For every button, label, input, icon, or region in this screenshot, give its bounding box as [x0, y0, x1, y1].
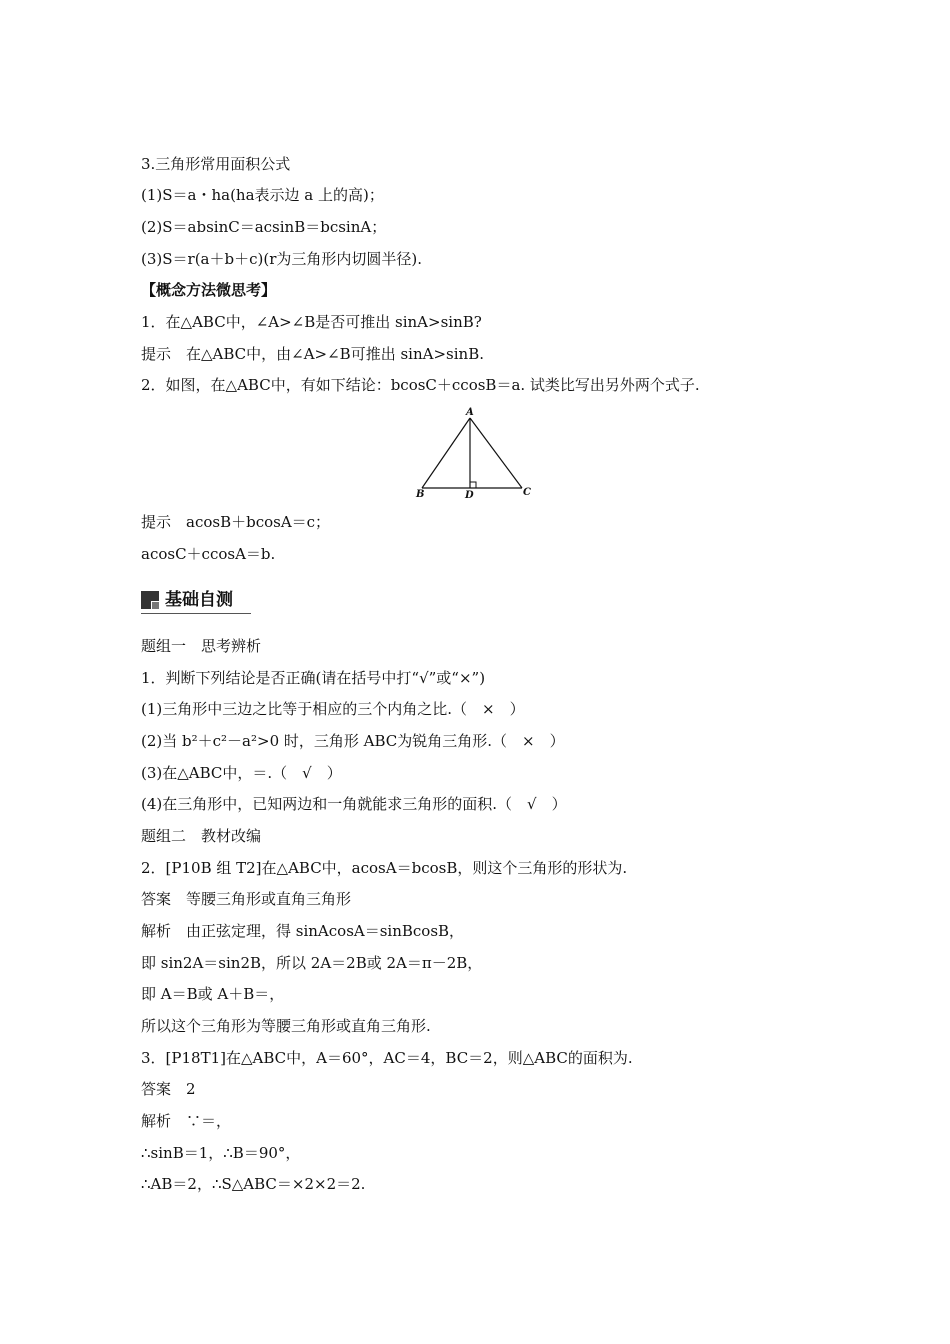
section-title: 基础自测: [165, 590, 233, 610]
foot-label-d: D: [465, 490, 474, 500]
triangle-diagram: [410, 404, 550, 500]
vertex-label-c: C: [523, 487, 531, 498]
hint-1: 提示 在△ABC中，由∠A>∠B可推出 sinA>sinB.: [141, 345, 484, 363]
judge-item-3: (3)在△ABC中，＝.（ √ ）: [141, 764, 342, 782]
judge-item-4: (4)在三角形中，已知两边和一角就能求三角形的面积.（ √ ）: [141, 795, 567, 813]
exercise-2: 2．[P10B 组 T2]在△ABC中，acosA＝bcosB，则这个三角形的形状为.: [141, 859, 628, 877]
hint-2-cont: acosC＋ccosA＝b.: [141, 545, 276, 563]
heading-area-formulas: 3.三角形常用面积公式: [141, 155, 291, 173]
question-2: 2．如图，在△ABC中，有如下结论：bcosC＋ccosB＝a. 试类比写出另外两个式子.: [141, 376, 700, 394]
formula-1: (1)S＝a・ha(ha表示边 a 上的高)；: [141, 186, 384, 204]
hint-2: 提示 acosB＋bcosA＝c；: [141, 513, 331, 531]
side-ab: [422, 418, 470, 488]
exercise-3: 3．[P18T1]在△ABC中，A＝60°，AC＝4，BC＝2，则△ABC的面积为.: [141, 1049, 633, 1067]
vertex-label-b: B: [416, 489, 425, 500]
concept-heading: 【概念方法微思考】: [141, 281, 277, 299]
group-2-heading: 题组二 教材改编: [141, 827, 262, 845]
vertex-label-a: A: [466, 407, 474, 418]
judge-question: 1．判断下列结论是否正确(请在括号中打“√”或“×”): [141, 669, 486, 687]
analysis-2-line-3: 即 A＝B或 A＋B＝，: [141, 985, 285, 1003]
answer-2: 答案 等腰三角形或直角三角形: [141, 890, 352, 908]
judge-item-2: (2)当 b²＋c²－a²>0 时，三角形 ABC为锐角三角形.（ × ）: [141, 732, 565, 750]
section-underline: [141, 613, 251, 614]
answer-3: 答案 2: [141, 1080, 196, 1098]
judge-item-1: (1)三角形中三边之比等于相应的三个内角之比.（ × ）: [141, 700, 525, 718]
section-header: [141, 588, 251, 614]
side-ac: [470, 418, 522, 488]
formula-3: (3)S＝r(a＋b＋c)(r为三角形内切圆半径).: [141, 250, 422, 268]
formula-2: (2)S＝absinC＝acsinB＝bcsinA；: [141, 218, 387, 236]
analysis-3-line-1: 解析 ∵＝，: [141, 1112, 232, 1130]
section-square-icon: [141, 591, 159, 609]
group-1-heading: 题组一 思考辨析: [141, 637, 262, 655]
analysis-3-line-3: ∴AB＝2，∴S△ABC＝×2×2＝2.: [141, 1175, 366, 1193]
analysis-3-line-2: ∴sinB＝1，∴B＝90°，: [141, 1144, 301, 1162]
question-1: 1．在△ABC中，∠A>∠B是否可推出 sinA>sinB?: [141, 313, 482, 331]
analysis-2-line-2: 即 sin2A＝sin2B，所以 2A＝2B或 2A＝π－2B，: [141, 954, 483, 972]
analysis-2-line-1: 解析 由正弦定理，得 sinAcosA＝sinBcosB，: [141, 922, 465, 940]
analysis-2-line-4: 所以这个三角形为等腰三角形或直角三角形.: [141, 1017, 431, 1035]
right-angle-mark: [470, 482, 476, 488]
triangle-figure: [410, 404, 550, 500]
